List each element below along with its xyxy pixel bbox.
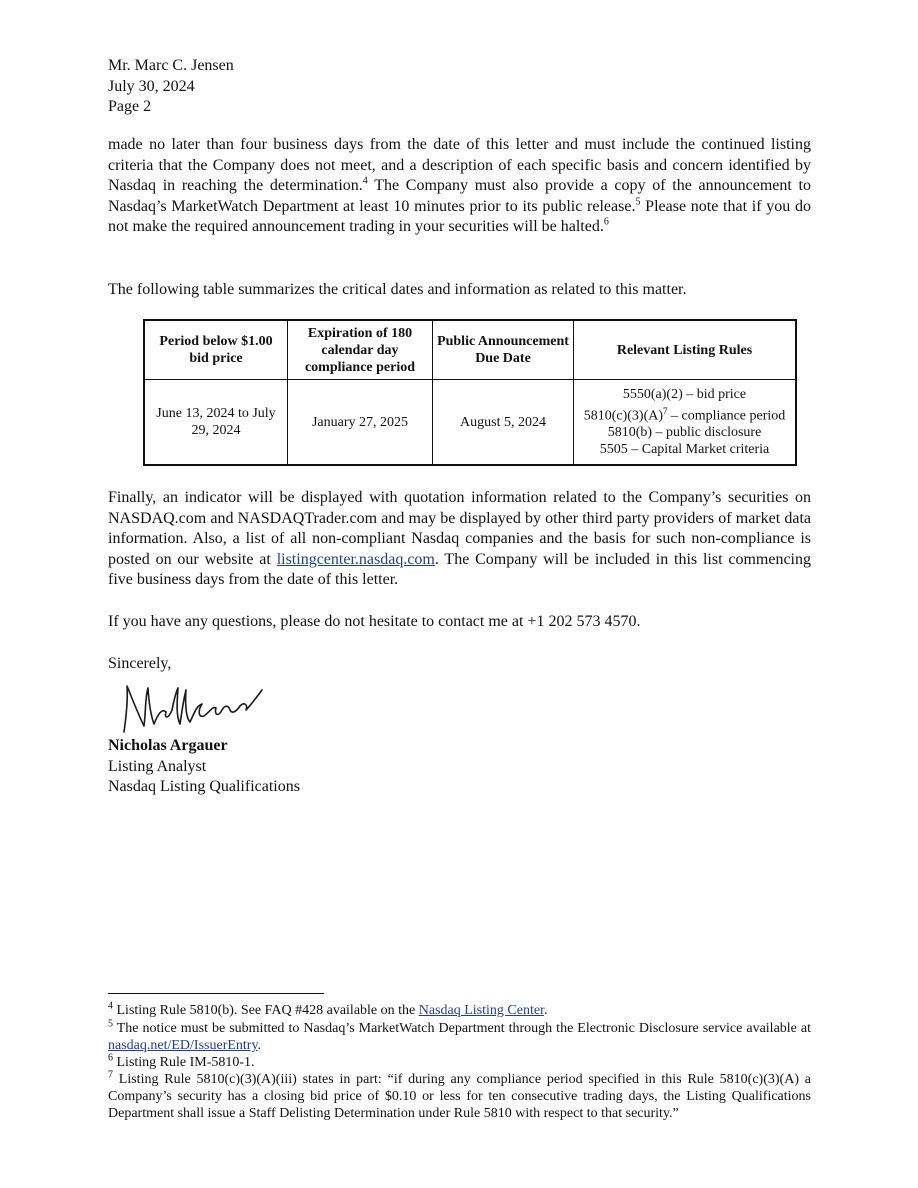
rule-capital-market: 5505 – Capital Market criteria bbox=[599, 442, 770, 458]
col-header-expiration: Expiration of 180 calendar day compliance period bbox=[288, 320, 433, 380]
cell-rules bbox=[574, 380, 797, 466]
footnote-6: $^6$ Listing Rule IM-5810-1. bbox=[108, 1052, 255, 1070]
listing-center-link[interactable]: listingcenter.nasdaq.com bbox=[276, 550, 435, 568]
footnote-7: $^7$ Listing Rule 5810(c)(3)(A)(iii) states in part: “if during any compliance period specified in this Rule 5810(c)(3)(A) a Company’s security has a closing bid price of $0.10 or less for ten consecutive trading days, the Listing Qualifications Department shall issue a Staff Delisting Determination under Rule 5810 with respect to that security.” bbox=[108, 1069, 811, 1121]
paragraph-contact: If you have any questions, please do not hesitate to contact me at +1 202 573 4570. bbox=[108, 613, 641, 630]
rule-bid-price: 5550(a)(2) – bid price bbox=[622, 386, 747, 402]
table-header-row bbox=[144, 320, 796, 380]
page-number: Page 2 bbox=[108, 98, 152, 115]
col-header-rules: Relevant Listing Rules bbox=[574, 320, 797, 380]
salutation: Sincerely, bbox=[108, 655, 172, 672]
cell-period: June 13, 2024 to July 29, 2024 bbox=[144, 380, 288, 466]
footnote-ref-6: 6 bbox=[603, 217, 609, 229]
recipient-name: Mr. Marc C. Jensen bbox=[108, 57, 234, 74]
table-row bbox=[144, 380, 796, 466]
signatory-block bbox=[108, 736, 300, 798]
nasdaq-listing-center-link[interactable]: Nasdaq Listing Center bbox=[418, 1003, 544, 1018]
footnote-4: $^4$ Listing Rule 5810(b). See FAQ #428 available on the Nasdaq Listing Center. bbox=[108, 1000, 548, 1018]
paragraph-table-intro: The following table summarizes the critical dates and information as related to this matter. bbox=[108, 281, 687, 298]
footnote-ref-5: 5 bbox=[635, 196, 641, 208]
footnote-ref-4: 4 bbox=[362, 175, 368, 187]
cell-due-date: August 5, 2024 bbox=[433, 380, 574, 466]
signatory-department: Nasdaq Listing Qualifications bbox=[108, 778, 300, 795]
cell-expiration: January 27, 2025 bbox=[288, 380, 433, 466]
footnote-ref-7: 7 bbox=[663, 405, 668, 416]
letter-header bbox=[108, 56, 234, 118]
issuer-entry-link[interactable]: nasdaq.net/ED/IssuerEntry bbox=[108, 1038, 258, 1053]
signatory-name: Nicholas Argauer bbox=[108, 737, 228, 754]
col-header-due-date: Public Announcement Due Date bbox=[433, 320, 574, 380]
letter-date: July 30, 2024 bbox=[108, 77, 195, 95]
rule-public-disclosure: 5810(b) – public disclosure bbox=[607, 425, 762, 441]
rule-compliance-period: $5810(c)(3)(A)^7$ – compliance period bbox=[583, 405, 786, 424]
footnote-divider bbox=[108, 993, 324, 994]
paragraph-announcement: made no later than four business days from the date of this letter and must include the continued listing criteria that the Company does not meet, and a description of each specific basis and concern identified by Nasdaq in reaching the determination.$^4$ The Company must also provide a copy of the announcement to Nasdaq’s MarketWatch Department at least 10 minutes prior to its public release.$^5$ Please note that if you do not make the required announcement trading in your securities will be halted.$^6$ bbox=[108, 136, 812, 236]
paragraph-indicator: Finally, an indicator will be displayed with quotation information related to the Company’s securities on NASDAQ.com and NASDAQTrader.com and may be displayed by other third party providers of market data information. Also, a list of all non-compliant Nasdaq companies and the basis for such non-compliance is posted on our website at listingcenter.nasdaq.com. The Company will be included in this list commencing five business days from the date of this letter. bbox=[108, 489, 812, 589]
col-header-period: Period below $1.00 bid price bbox=[144, 320, 288, 380]
handwritten-signature bbox=[118, 680, 268, 736]
signatory-title: Listing Analyst bbox=[108, 757, 207, 775]
footnote-5: $^5$ The notice must be submitted to Nasdaq’s MarketWatch Department through the Electronic Disclosure service available at nasdaq.net/ED/IssuerEntry. bbox=[108, 1018, 811, 1053]
critical-dates-table bbox=[143, 319, 797, 466]
